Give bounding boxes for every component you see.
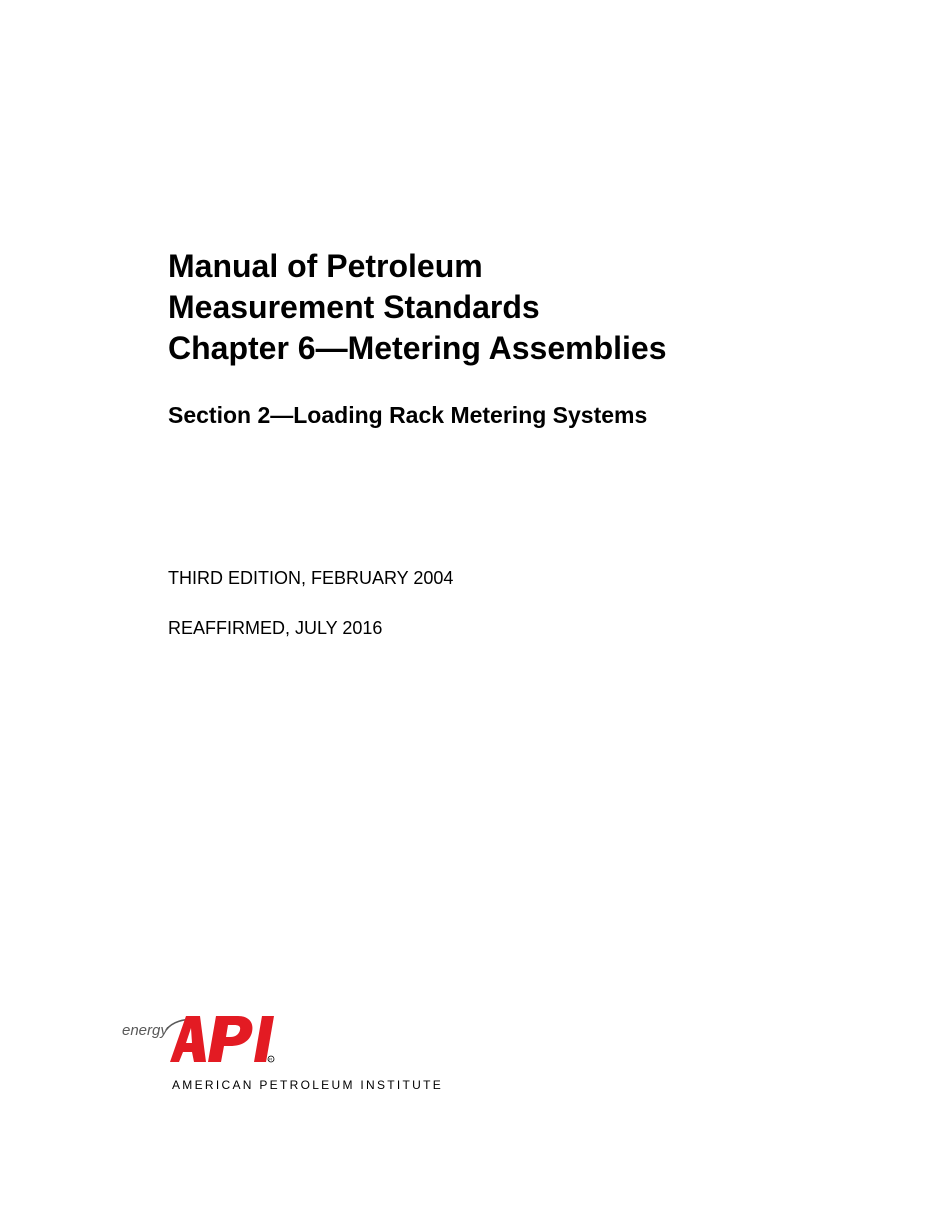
- api-logo: [120, 1008, 444, 1098]
- api-energy-logo-icon: [120, 1008, 280, 1068]
- reaffirmed-text: REAFFIRMED, JULY 2016: [168, 618, 383, 638]
- title-line-2: Measurement Standards: [168, 289, 540, 325]
- section-title: Section 2—Loading Rack Metering Systems: [168, 402, 648, 428]
- title-line-3: Chapter 6—Metering Assemblies: [168, 330, 667, 366]
- document-title: [168, 246, 888, 369]
- svg-text:R: R: [269, 1056, 273, 1062]
- organization-name: AMERICAN PETROLEUM INSTITUTE: [172, 1078, 444, 1092]
- title-line-1: Manual of Petroleum: [168, 248, 483, 284]
- edition-text: THIRD EDITION, FEBRUARY 2004: [168, 568, 454, 588]
- svg-text:energy: energy: [122, 1022, 168, 1039]
